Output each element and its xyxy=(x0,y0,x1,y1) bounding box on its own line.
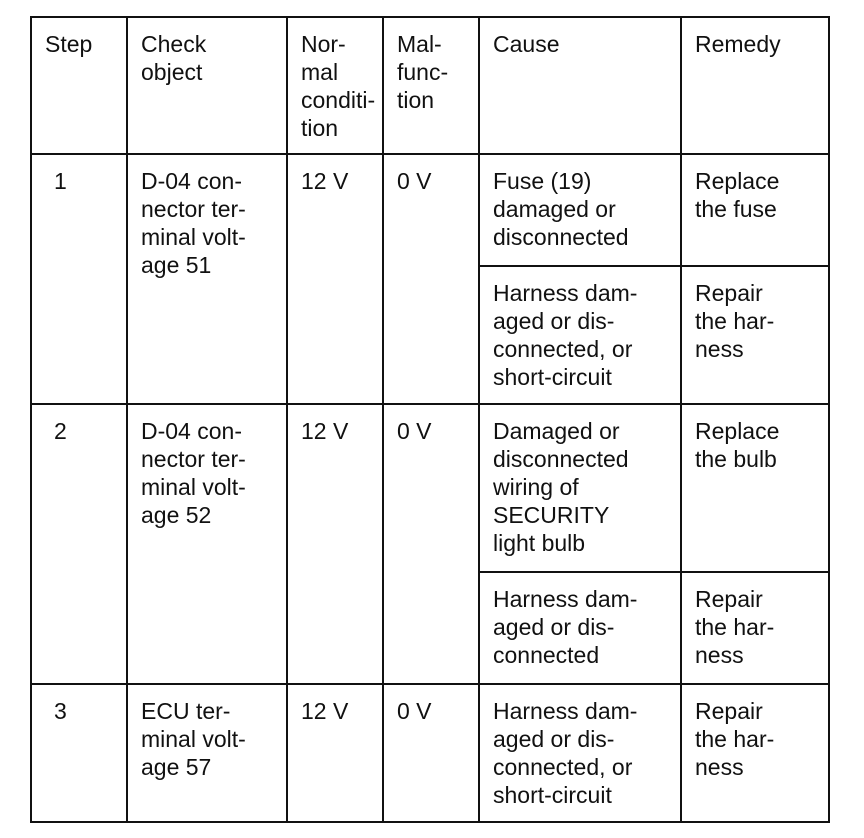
malfunction-cell: 0 V xyxy=(383,404,479,684)
cause-cell: Harness dam- aged or dis- connected, or short-circuit xyxy=(479,684,681,822)
header-malfunction: Mal- func- tion xyxy=(383,17,479,154)
troubleshooting-table xyxy=(30,16,830,823)
remedy-cell: Repair the har- ness xyxy=(681,266,829,404)
step-cell: 2 xyxy=(31,404,127,684)
table-row xyxy=(31,404,829,572)
header-normal-condition: Nor- mal conditi- tion xyxy=(287,17,383,154)
check-object-cell: ECU ter- minal volt- age 57 xyxy=(127,684,287,822)
step-cell: 3 xyxy=(31,684,127,822)
header-remedy: Remedy xyxy=(681,17,829,154)
cause-cell: Harness dam- aged or dis- connected xyxy=(479,572,681,684)
cause-cell: Damaged or disconnected wiring of SECURITY light bulb xyxy=(479,404,681,572)
check-object-cell: D-04 con- nector ter- minal volt- age 52 xyxy=(127,404,287,684)
header-cause: Cause xyxy=(479,17,681,154)
normal-condition-cell: 12 V xyxy=(287,154,383,404)
malfunction-cell: 0 V xyxy=(383,684,479,822)
cause-cell: Fuse (19) damaged or disconnected xyxy=(479,154,681,266)
header-row xyxy=(31,17,829,154)
normal-condition-cell: 12 V xyxy=(287,404,383,684)
normal-condition-cell: 12 V xyxy=(287,684,383,822)
malfunction-cell: 0 V xyxy=(383,154,479,404)
remedy-cell: Repair the har- ness xyxy=(681,572,829,684)
check-object-cell: D-04 con- nector ter- minal volt- age 51 xyxy=(127,154,287,404)
remedy-cell: Replace the bulb xyxy=(681,404,829,572)
remedy-cell: Repair the har- ness xyxy=(681,684,829,822)
table-row xyxy=(31,684,829,822)
step-cell: 1 xyxy=(31,154,127,404)
table-row xyxy=(31,154,829,266)
header-check-object: Check object xyxy=(127,17,287,154)
header-step: Step xyxy=(31,17,127,154)
remedy-cell: Replace the fuse xyxy=(681,154,829,266)
cause-cell: Harness dam- aged or dis- connected, or short-circuit xyxy=(479,266,681,404)
